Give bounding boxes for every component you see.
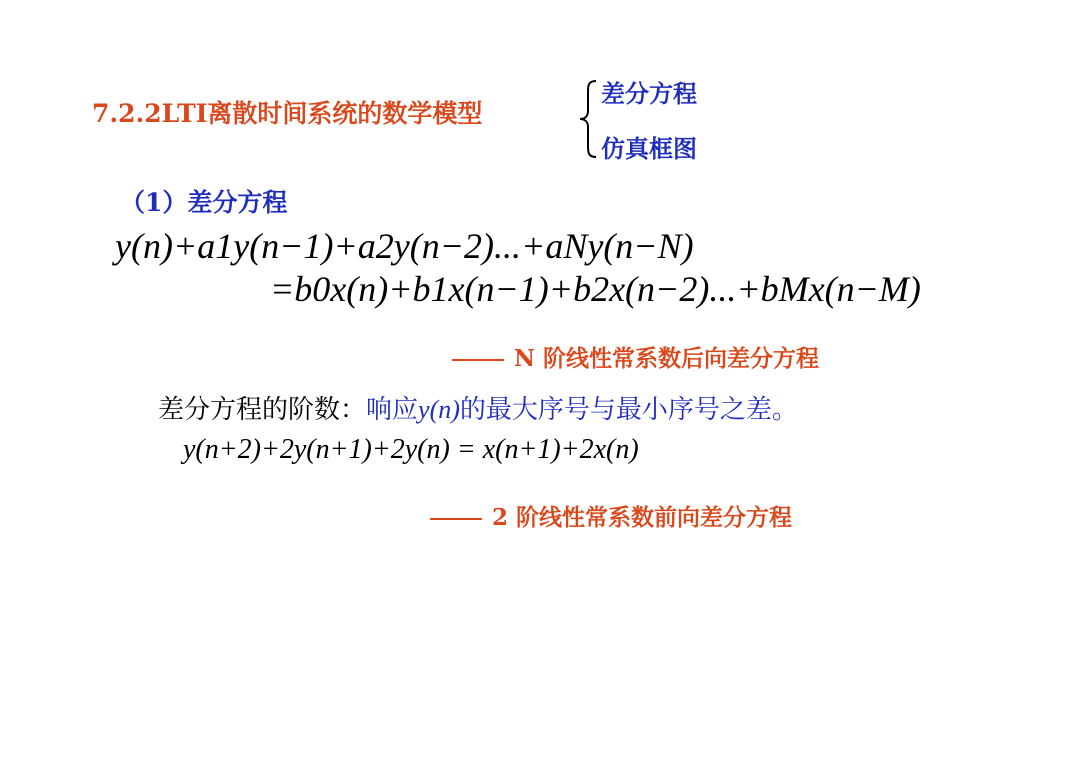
section-title: 7.2.2LTI离散时间系统的数学模型 — [92, 99, 483, 128]
equation-line-2-text: =b0x(n)+b1x(n−1)+b2x(n−2)...+bMx(n−M) — [270, 269, 921, 309]
order-definition — [158, 389, 798, 426]
note-forward — [430, 499, 792, 532]
note-forward-text: 2 阶线性常系数前向差分方程 — [492, 504, 793, 531]
branch-simulation-diagram: 仿真框图 — [601, 134, 697, 163]
note-backward — [452, 340, 819, 373]
order-text-post: 的最大序号与最小序号之差。 — [459, 395, 798, 425]
branch-difference-equation: 差分方程 — [601, 79, 697, 108]
dash-icon — [452, 359, 504, 361]
subheading: （1）差分方程 — [120, 188, 288, 217]
order-text-pre: 响应 — [366, 395, 419, 425]
curly-brace-icon — [578, 78, 600, 160]
equation-line-1-text: y(n)+a1y(n−1)+a2y(n−2)...+aNy(n−N) — [115, 226, 694, 266]
order-label: 差分方程的阶数： — [158, 395, 367, 425]
equation-line-1 — [115, 225, 694, 267]
note-backward-text: N 阶线性常系数后向差分方程 — [514, 345, 820, 372]
example-equation — [183, 434, 639, 466]
equation-line-2 — [270, 268, 921, 310]
dash-icon — [430, 518, 482, 520]
example-equation-text: y(n+2)+2y(n+1)+2y(n) = x(n+1)+2x(n) — [183, 434, 639, 465]
order-math: y(n) — [418, 395, 460, 424]
